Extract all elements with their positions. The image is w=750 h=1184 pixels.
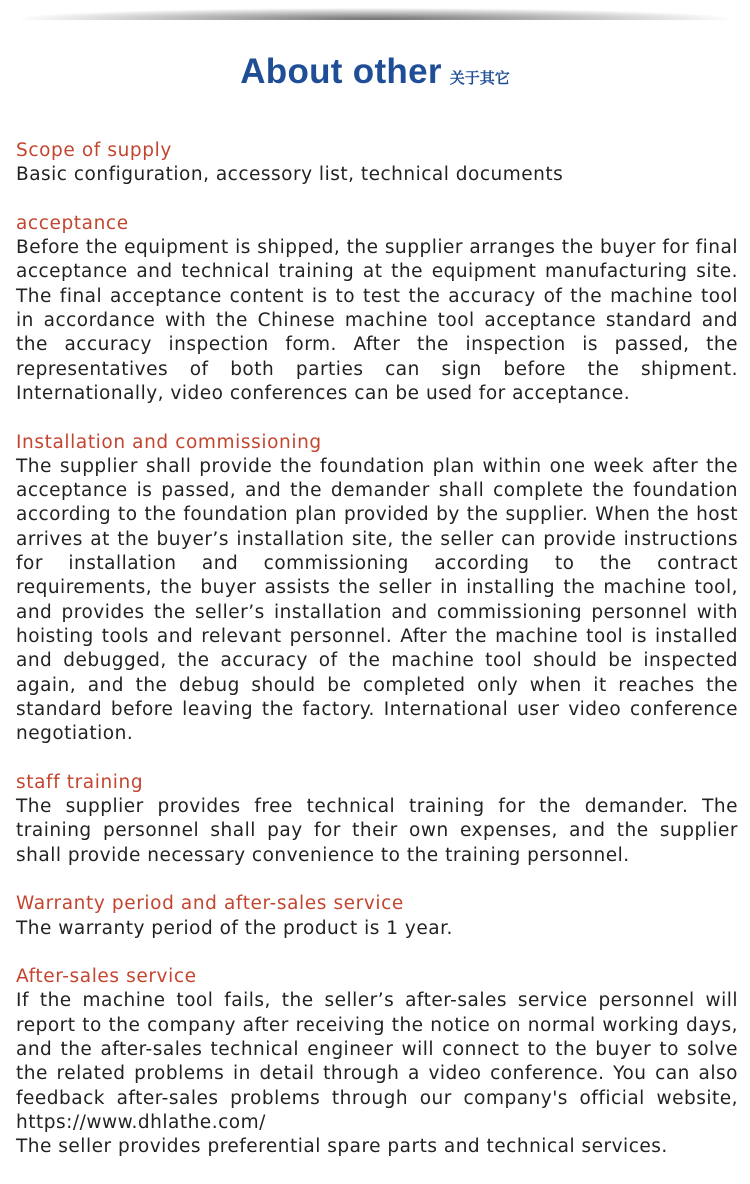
section-warranty-period xyxy=(16,892,738,941)
section-after-sales-service xyxy=(16,965,738,1159)
top-shadow-mask xyxy=(0,20,750,40)
section-paragraph: Basic configuration, accessory list, technical documents xyxy=(16,164,564,186)
title-english: About other xyxy=(240,52,442,91)
section-acceptance xyxy=(16,212,738,406)
content xyxy=(16,139,738,1184)
section-heading: acceptance xyxy=(16,212,129,234)
section-installation-commissioning xyxy=(16,431,738,747)
section-staff-training xyxy=(16,771,738,868)
section-paragraph: The supplier shall provide the foundation plan within one week after the acceptance is passed, and the demander shall complete the foundation according to the foundation plan provided by the supplier. When the host arrives at the buyer’s installation site, the seller can provide instructions for installation and commissioning according to the contract requirements, the buyer assists the seller in installing the machine tool, and provides the seller’s installation and commissioning personnel with hoisting tools and relevant personnel. After the machine tool is installed and debugged, the accuracy of the machine tool should be inspected again, and the debug should be completed only when it reaches the standard before leaving the factory. International user video conference negotiation. xyxy=(16,455,738,745)
section-paragraph: Before the equipment is shipped, the supplier arranges the buyer for final acceptance and technical training at the equipment manufacturing site. The final acceptance content is to test the accuracy of the machine tool in accordance with the Chinese machine tool acceptance standard and the accuracy inspection form. After the inspection is passed, the representatives of both parties can sign before the shipment. Internationally, video conferences can be used for acceptance. xyxy=(16,237,739,404)
section-heading: staff training xyxy=(16,771,144,793)
section-heading: Scope of supply xyxy=(16,140,172,161)
section-paragraph: The warranty period of the product is 1 year. xyxy=(16,917,453,939)
section-scope-of-supply xyxy=(16,139,738,188)
section-paragraph: The supplier provides free technical training for the demander. The training personnel shall pay for their own expenses, and the supplier shall provide necessary convenience to the training personnel. xyxy=(16,796,738,866)
section-paragraph: The seller provides preferential spare parts and technical services. xyxy=(16,1136,668,1158)
section-heading: Installation and commissioning xyxy=(16,431,322,453)
title-chinese: 关于其它 xyxy=(449,69,510,87)
page-title xyxy=(0,52,750,92)
section-heading: After-sales service xyxy=(16,966,197,988)
section-heading: Warranty period and after-sales service xyxy=(16,893,404,915)
section-paragraph: If the machine tool fails, the seller’s after-sales service personnel will report to the company after receiving the notice on normal working days, and the after-sales technical engineer will connect to the buyer to solve the related problems in detail through a video conference. You can also feedback after-sales problems through our company's official website, https://www.dhlathe.com/ xyxy=(16,990,738,1133)
